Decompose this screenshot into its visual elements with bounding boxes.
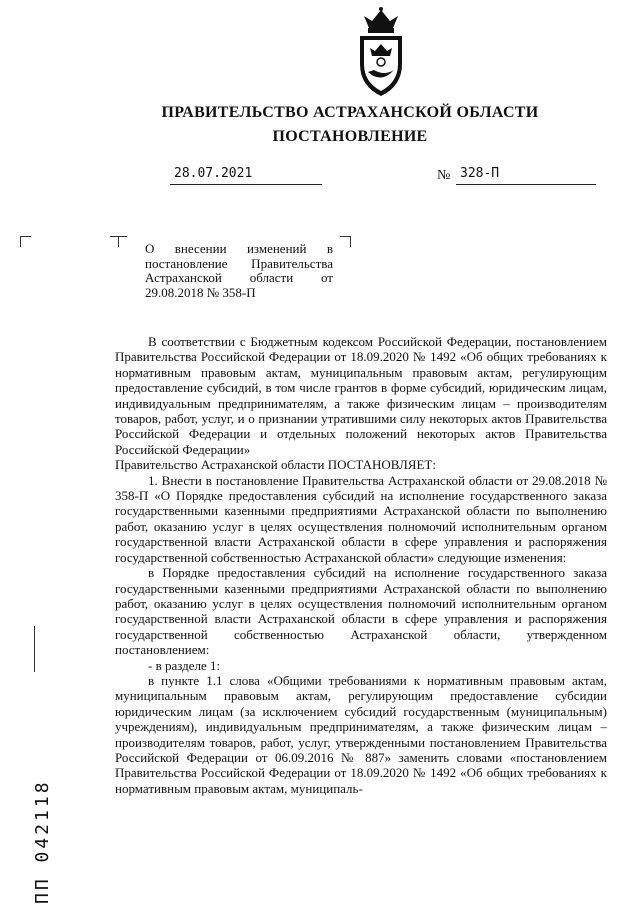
document-type-title: ПОСТАНОВЛЕНИЕ	[272, 128, 428, 145]
serial-number-stamp	[12, 714, 52, 904]
date-value: 28.07.2021	[174, 166, 253, 181]
paragraph-resolves: Правительство Астраханской области ПОСТАНОВЛЯЕТ:	[115, 457, 436, 473]
number-label: №	[437, 168, 451, 183]
document-subject: О внесении изменений в постановление Правительства Астраханской области от 29.08.2018 № 358-П	[145, 241, 333, 300]
paragraph-clause-1-1: в пункте 1.1 слова «Общими требованиями к нормативным правовым актам, муниципальным правовым актам, регулирующим предоставление субсидии юридическим лицам (за исключением субсидий государственным (муниципальным) учреждениям), индивидуальным предпринимателям, а также физическим лицам – производителям товаров, работ, услуг, утвержденными постановлением Правительства Российской Федерации от 06.09.2016 № 887» заменить словами «постановлением Правительства Российской Федерации от 18.09.2020 № 1492 «Об общих требованиях к нормативным правовым актам, муниципаль-	[115, 672, 607, 796]
serial-number: ПП 042118	[32, 779, 53, 904]
paragraph-order: в Порядке предоставления субсидий на исполнение государственного заказа государственными казенными предприятиями Астраханской области по выполнению работ, оказанию услуг в целях осуществления полномочий исполнительным органом государственной власти Астраханской области в сфере управления и распоряжения государственной собственностью Астраханской области, утвержденном постановлением:	[115, 565, 607, 658]
coat-of-arms-emblem	[344, 6, 418, 100]
number-field	[456, 166, 596, 185]
document-body	[115, 334, 607, 796]
corner-mark	[340, 236, 351, 247]
corner-mark	[118, 236, 127, 247]
date-field	[170, 166, 322, 185]
paragraph-item-1: 1. Внести в постановление Правительства Астраханской области от 29.08.2018 № 358-П «О Порядке предоставления субсидий на исполнение государственного заказа государственными казенными предприятиями Астраханской области по выполнению работ, оказанию услуг в целях осуществления полномочий исполнительным органом государственной власти Астраханской области в сфере управления и распоряжения государственной собственностью Астраханской области» следующие изменения:	[115, 472, 607, 565]
margin-mark	[34, 626, 35, 672]
paragraph-preamble: В соответствии с Бюджетным кодексом Российской Федерации, постановлением Правительства Российской Федерации от 18.09.2020 № 1492 «Об общих требованиях к нормативным правовым актам, муниципальным правовым актам, регулирующим предоставление субсидий, в том числе грантов в форме субсидий, юридическим лицам, индивидуальным предпринимателям, а также физическим лицам – производителям товаров, работ, услуг, и о признании утратившими силу некоторых актов Правительства Российской Федерации и отдельных положений некоторых актов Правительства Российской Федерации»	[115, 334, 607, 457]
government-title: ПРАВИТЕЛЬСТВО АСТРАХАНСКОЙ ОБЛАСТИ	[161, 104, 539, 121]
paragraph-section-1: - в разделе 1:	[148, 657, 221, 673]
number-value: 328-П	[460, 166, 500, 181]
corner-mark	[20, 236, 31, 247]
